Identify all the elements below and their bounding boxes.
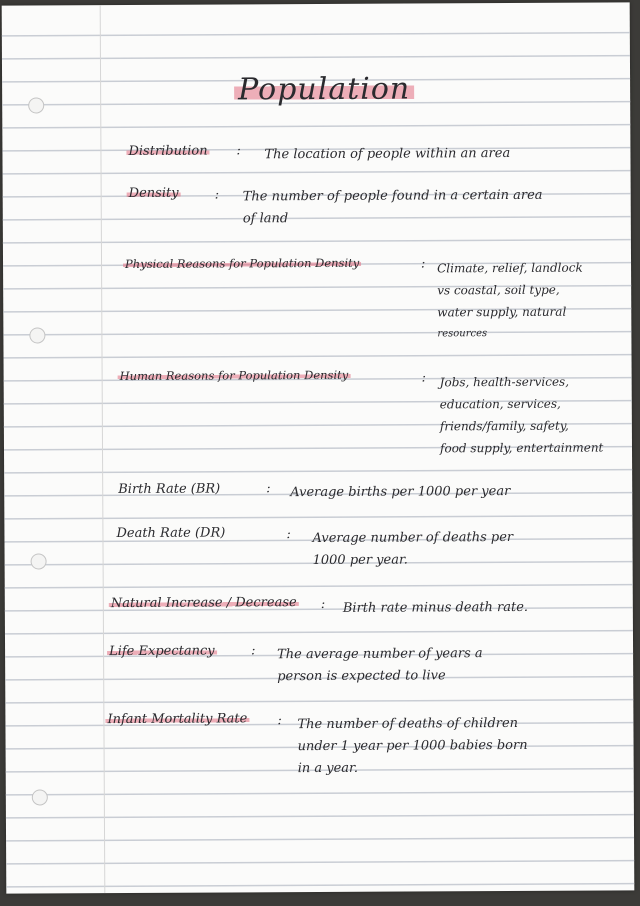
separator: : bbox=[286, 527, 291, 543]
definition-line: The number of deaths of children bbox=[297, 715, 519, 733]
separator: : bbox=[421, 370, 427, 386]
definition-line: food supply, entertainment bbox=[439, 440, 604, 456]
term-death-rate: Death Rate (DR) bbox=[116, 525, 226, 542]
definition-infant-mortality-rate bbox=[297, 713, 527, 780]
definition-line: Jobs, health-services, bbox=[439, 374, 570, 390]
definition-line: person is expected to live bbox=[277, 668, 446, 685]
definition-birth-rate bbox=[290, 481, 510, 504]
definition-line: Average births per 1000 per year bbox=[290, 483, 511, 501]
definition-line: The location of people within an area bbox=[264, 145, 511, 163]
term-birth-rate: Birth Rate (BR) bbox=[118, 481, 221, 498]
term-density: Density bbox=[128, 185, 179, 201]
page-title: Population bbox=[234, 67, 414, 118]
definition-line: under 1 year per 1000 babies born bbox=[297, 737, 528, 755]
punch-hole bbox=[32, 789, 48, 805]
term-distribution: Distribution bbox=[128, 143, 208, 159]
term-physical-reasons: Physical Reasons for Population Density bbox=[124, 255, 360, 272]
separator: : bbox=[320, 596, 326, 612]
term-natural-increase: Natural Increase / Decrease bbox=[110, 595, 297, 612]
definition-line: friends/family, safety, bbox=[439, 418, 569, 434]
definition-line: The average number of years a bbox=[277, 646, 483, 663]
definition-distribution bbox=[264, 143, 510, 166]
definition-natural-increase bbox=[343, 597, 528, 620]
definition-line: in a year. bbox=[297, 760, 358, 777]
term-human-reasons: Human Reasons for Population Density bbox=[119, 367, 349, 384]
punch-hole bbox=[28, 97, 44, 113]
definition-line: Average number of deaths per bbox=[312, 529, 514, 547]
separator: : bbox=[277, 713, 282, 729]
separator: : bbox=[251, 643, 256, 659]
definition-life-expectancy bbox=[277, 643, 483, 688]
definition-line: vs coastal, soil type, bbox=[437, 282, 560, 298]
separator: : bbox=[420, 256, 426, 272]
term-life-expectancy: Life Expectancy bbox=[109, 643, 215, 660]
definition-line: Climate, relief, landlock bbox=[437, 260, 583, 276]
definition-physical-reasons bbox=[437, 257, 583, 346]
punch-hole bbox=[29, 327, 45, 343]
definition-line: water supply, natural bbox=[437, 304, 567, 320]
definition-line: The number of people found in a certain area bbox=[242, 187, 543, 205]
separator: : bbox=[266, 481, 271, 497]
definition-line: 1000 per year. bbox=[312, 552, 408, 569]
separator: : bbox=[236, 143, 241, 159]
notebook-page bbox=[2, 2, 635, 893]
definition-line: resources bbox=[437, 328, 488, 340]
definition-death-rate bbox=[312, 527, 513, 572]
definition-human-reasons bbox=[440, 371, 604, 460]
separator: : bbox=[214, 187, 220, 203]
margin-line bbox=[100, 5, 106, 893]
term-infant-mortality-rate: Infant Mortality Rate bbox=[107, 711, 248, 728]
definition-line: Birth rate minus death rate. bbox=[342, 599, 529, 616]
definition-line: of land bbox=[242, 211, 289, 227]
definition-line: education, services, bbox=[439, 396, 561, 412]
definition-density bbox=[243, 185, 543, 231]
punch-hole bbox=[31, 553, 47, 569]
